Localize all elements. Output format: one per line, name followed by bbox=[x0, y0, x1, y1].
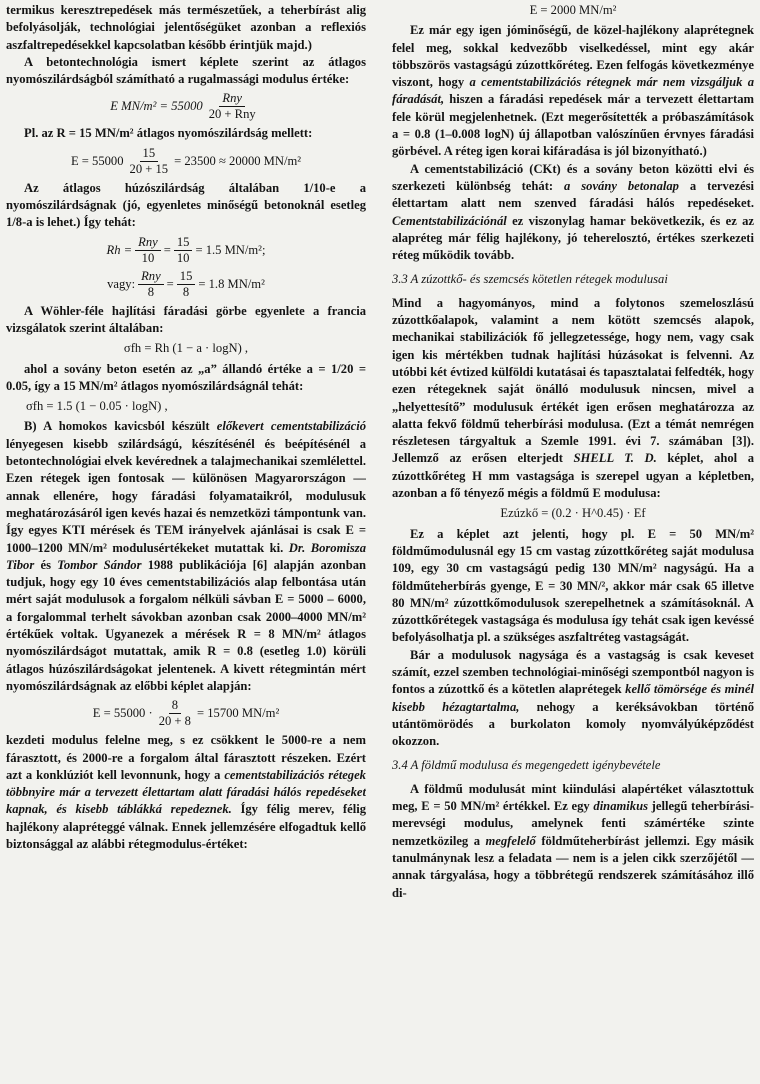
equation-shell-td: Ezúzkő = (0.2 · H^0.45) · Ef bbox=[500, 506, 646, 521]
eq4-equals: = bbox=[166, 276, 174, 291]
eq7-fraction bbox=[156, 698, 194, 729]
pB-text-2: lényegesen kisebb szilárdságú, készítésénél és beépítésénél a betontechnológiai elvek kevérednek a talajmechanikai szemlélettel. Ezen rétegek igen fontosak — különösen Magyarországon — annak ellenére, hogy fáradási folyamataikról, modulusuk meghatározásáról igen kevés hazai és nemzetközi támpontunk van. Így egyes KTI mérések és TEM irányelvek ajánlásai is csak E = 1000–1200 MN/m² modulusértékeket mutattak ki. bbox=[6, 436, 366, 555]
plow-text-1: Ez már egy igen jóminőségű, de közel-hajlékony alaprétegnek felel meg, sokkal kedvezőbb viselkedéssel, mint egy akár többszörös vastagságú zúzottkőréteg. Ezen felfogás következménye viszont, hogy bbox=[392, 23, 754, 90]
pB-author-2: Tombor Sándor bbox=[57, 557, 142, 572]
paragraph-ckt-difference bbox=[392, 161, 754, 265]
paragraph-formula-meaning: Ez a képlet azt jelenti, hogy pl. E = 50 MN/m² földműmodulusnál egy 15 cm vastag zúzottkőréteg saját modulusa 109, egy 30 cm vastagságú pedig 130 MN/m² nagyságú. Ha a földműteherbírás gyenge, E = 30 MN/², akkor már csak 65 illetve 80 MN/m² zúzottkőmodulusok szerepelhetnek a számításoknál. A zúzottkőrétegek vastagsága és modulusa így tehát csak igen kevéssé befolyásolhatja pl. a szükséges aszfaltréteg vastagságát. bbox=[392, 526, 754, 645]
eq3-fraction-1 bbox=[135, 235, 161, 266]
eq7-numerator: 8 bbox=[169, 698, 181, 714]
eq3-num2: 15 bbox=[174, 235, 193, 251]
paragraph-cement-stabilization bbox=[6, 418, 366, 695]
paragraph-low-modulus bbox=[392, 22, 754, 160]
pck-text-1: A cementstabilizáció (CKt) és a sovány beton közötti elvi és szerkezeti különbség tehát: bbox=[392, 161, 754, 193]
p34-text-2: jellegű teherbírási-merevségi modulus, amelynek fenti számértéke szinte nemzetközileg a bbox=[392, 799, 754, 848]
eq4-num1: Rny bbox=[138, 269, 164, 285]
pend-emphasis: cementstabilizációs rétegek többnyire már a tervezett élettartam alatt fáradási hálós repedéseket kapnak, és kisebb táblákká repedeznek. bbox=[6, 767, 366, 817]
equation-layer-modulus: E = 2000 MN/m² bbox=[529, 3, 617, 17]
p34-text-3: földműteherbírást jellemzi. Egy másik tanulmánynak lesz a feladata — nem is a jelen cikk szerzőjétől — annak tárgyalása, hogy a többrétegű rendszerek számításához illő di- bbox=[392, 833, 754, 900]
equation-wohler: σfh = Rh (1 − a · logN) , bbox=[123, 341, 249, 356]
pck-emphasis-1: a sovány betonalap bbox=[564, 178, 679, 193]
pend-text-2: Így félig merev, félig hajlékony alapréteggé válnak. Ennek jellemzésére elfogadtuk kellő biztonsággal az alábbi rétegmodulus-értéket: bbox=[6, 802, 366, 851]
eq4-fraction-1 bbox=[138, 269, 164, 300]
p34-emphasis-2: megfelelő bbox=[485, 833, 536, 848]
eq3-fraction-2 bbox=[174, 235, 193, 266]
eq4-den2: 8 bbox=[182, 284, 190, 299]
eq3-equals: = bbox=[163, 242, 171, 257]
eq3-den2: 10 bbox=[176, 250, 190, 265]
eq4-num2: 15 bbox=[177, 269, 196, 285]
eq4-fraction-2 bbox=[177, 269, 196, 300]
paragraph-unbound-layers bbox=[392, 295, 754, 503]
paragraph-example: Pl. az R = 15 MN/m² átlagos nyomószilárdság mellett: bbox=[24, 126, 313, 141]
p34-text-1: A földmű modulusát mint kiindulási alapértéket választottuk meg, E = 50 MN/m² értékkel. Ez egy bbox=[392, 781, 754, 814]
section-heading-3-4: 3.4 A földmű modulusa és megengedett igénybevétele bbox=[392, 758, 661, 773]
eq2-fraction bbox=[127, 146, 172, 177]
eq3-den1: 10 bbox=[141, 250, 155, 265]
eq2-rhs: = 23500 ≈ 20000 MN/m² bbox=[174, 153, 302, 168]
p33-text-2: képlet, ahol a zúzottkőréteg H mm vastagsága is szerepel ugyan a képletben, azonban a fő tényező mégis a földmű E modulusa: bbox=[392, 451, 754, 501]
equation-tensile-10 bbox=[6, 235, 366, 266]
equation-initial-modulus bbox=[6, 698, 366, 729]
right-column bbox=[392, 2, 754, 902]
paragraph-a-value: ahol a sovány beton esetén az „a” állandó értéke a = 1/20 = 0.05, így a 15 MN/m² átlagos nyomószilárdságnál tehát: bbox=[6, 361, 366, 393]
eq3-lhs: Rh = bbox=[106, 242, 133, 257]
eq4-den1: 8 bbox=[147, 284, 155, 299]
eq7-lhs: E = 55000 · bbox=[92, 706, 153, 721]
pck-emphasis-2: Cementstabilizációnál bbox=[392, 213, 507, 228]
paragraph-compaction bbox=[392, 647, 754, 751]
paragraph-intro: termikus keresztrepedések más természetűek, a teherbírást alig befolyásolják, technológiai jelentőségüket azonban a reflexiós aszfaltrepedésekkel kapcsolatban később érintjük majd.) bbox=[6, 3, 366, 52]
pB-text-3: és bbox=[34, 557, 58, 572]
paragraph-conclusion bbox=[6, 732, 366, 853]
pbar-text-1: Bár a modulusok nagysága és a vastagság is csak keveset számít, ezzel szemben technológiai-minőségi szempontból nagyon is fontos a zúzottkő és a kötetlen alaprétegek bbox=[392, 647, 754, 697]
eq7-rhs: = 15700 MN/m² bbox=[196, 706, 280, 721]
left-column bbox=[6, 2, 366, 853]
equation-modulus-formula bbox=[6, 91, 366, 122]
paragraph-wohler: A Wöhler-féle hajlítási fáradási görbe egyenlete a francia vizsgálatok szerint általában: bbox=[6, 303, 366, 335]
eq2-denominator: 20 + 15 bbox=[129, 161, 169, 176]
pend-text-1: kezdeti modulus felelne meg, s ez csökkent le 5000-re a nem fárasztott, és 2000-re a forgalom által fárasztott részeken. Ezért azt a konklúziót kell levonnunk, hogy a bbox=[6, 733, 366, 782]
paragraph-subgrade bbox=[392, 781, 754, 902]
plow-emphasis: a cementstabilizációs rétegnek már nem vizsgáljuk a fáradását, bbox=[392, 75, 754, 107]
pck-text-2: a tervezési élettartam alatt nem szenved fáradási hálós repedéseket. bbox=[392, 178, 754, 211]
p33-shell-td: SHELL T. D. bbox=[573, 451, 657, 466]
equation-tensile-8 bbox=[6, 269, 366, 300]
pB-text-1: B) A homokos kavicsból készült bbox=[24, 419, 217, 434]
eq3-num1: Rny bbox=[135, 235, 161, 251]
equation-example bbox=[6, 146, 366, 177]
eq4-rhs: = 1.8 MN/m² bbox=[198, 276, 265, 291]
paragraph-formula-intro: A betontechnológia ismert képlete szerint az átlagos nyomószilárdságból számítható a rugalmassági modulus értéke: bbox=[6, 54, 366, 87]
pB-emphasis-1: előkevert cementstabilizáció bbox=[216, 419, 366, 434]
section-heading-3-3: 3.3 A zúzottkő- és szemcsés kötetlen rétegek modulusai bbox=[392, 272, 668, 287]
pB-author-1: Dr. Boromisza Tibor bbox=[6, 540, 366, 572]
p34-emphasis-1: dinamikus bbox=[593, 799, 648, 814]
pbar-text-2: nehogy a keréksávokban történő utántömörödés a burkolaton komoly nyomvályúképződést okozzon. bbox=[392, 699, 754, 749]
equation-fatigue-curve: σfh = 1.5 (1 − 0.05 · logN) , bbox=[26, 399, 168, 414]
eq1-denominator: 20 + Rny bbox=[208, 107, 256, 122]
eq7-denominator: 20 + 8 bbox=[158, 714, 191, 729]
plow-text-2: hiszen a fáradási repedések már a tervezett élettartam fele körül megjelenhetnek. (Ezt megerősítették a próbaszámítások a = 0.8 (1–0.008 logN) új állapotban valószínűen érvnyes fáradási görbével. A réteg igen korai kifáradása is jól bizonyítható.) bbox=[392, 92, 754, 159]
p33-text-1: Mind a hagyományos, mind a folytonos szemeloszlású zúzottkőalapok, valamint a nem kötött szemcsés alapok, mechanikai stabilizációk fő jellegzetessége, hogy nem, vagy csak igen kis mértékben tudnak hajlítási húzásokat is felvenni. Az utóbbi két évtized külföldi kutatásai és tapasztalatai felfedték, hogy ezen rétegeknek saját önálló modulusuk nincsen, mivel a „helyettesítő” modulusuk értékét igen erősen meghatározza az alatta fekvő földmű teherbírási modulusa. (Ezt a témát nemrégen részletesen tárgyaltuk a Szemle 1991. évi 7. számában [3]). Jellemző az erősen elterjedt bbox=[392, 295, 754, 466]
pck-text-3: ez viszonylag hamar bekövetkezik, és ez az alapréteg már félig hajlékony, jó teherelosztó, értékes szerkezeti réteg működik tovább. bbox=[392, 213, 754, 263]
eq2-numerator: 15 bbox=[140, 146, 159, 162]
paragraph-tensile: Az átlagos húzószilárdság általában 1/10-e a nyomószilárdságnak (jó, egyenletes minőségű betonoknál esetleg 1/8-a is lehet.) Így tehát: bbox=[6, 180, 366, 230]
pbar-emphasis: kellő tömörsége és minél kisebb hézagtartalma, bbox=[392, 682, 754, 714]
pB-text-4: 1988 publikációja [6] alapján azonban tudjuk, hogy egy 10 éves cementstabilizációs alap felbontása után mért saját modulusok a forgalom nélküli sávban E = 5000 – 6000, a forgalommal terhelt sávokban azonban csak 2000–4000 MN/m² értékűek voltak. Ugyanezek a mérések R = 8 MN/m² átlagos nyomószilárdságot mutattak, amik R = 0.8 (esetleg 1.0) körüli átlagos húzószilárdságokat jelentenek. A kivett rétegmintán mért nyomószilárdságnak az előbbi képlet alapján: bbox=[6, 557, 366, 693]
eq4-lhs: vagy: bbox=[107, 276, 136, 291]
eq2-lhs: E = 55000 bbox=[70, 153, 124, 168]
eq3-rhs: = 1.5 MN/m²; bbox=[195, 242, 266, 257]
eq1-lhs: E MN/m² = 55000 bbox=[110, 99, 203, 114]
eq1-numerator: Rny bbox=[219, 91, 245, 107]
eq1-fraction bbox=[206, 91, 259, 122]
